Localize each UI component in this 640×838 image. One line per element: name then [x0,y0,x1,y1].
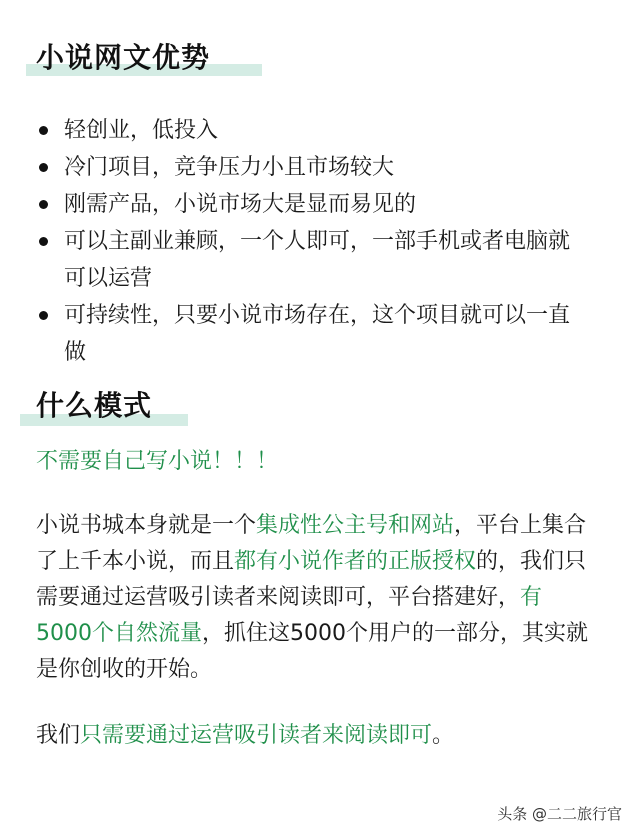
text-highlight: 有5000个自然流量 [36,585,543,646]
text-highlight: 集成性公主号和网站 [256,513,455,538]
list-item: 可持续性，只要小说市场存在，这个项目就可以一直做 [36,297,584,371]
text-segment: ，平台上集合了上千本小说，而且 [36,513,587,574]
text-segment: 我们 [36,723,81,748]
watermark: 头条 @二二旅行官 [497,805,622,823]
text-segment: ，抓住这5000个用户的一部分，其实就是你创收的开始。 [36,621,588,682]
advantages-list [36,112,616,371]
highlight-statement: 不需要自己写小说！！！ [36,449,279,474]
list-item: 冷门项目，竞争压力小且市场较大 [36,149,616,186]
text-segment: 。 [432,723,455,748]
text-highlight: 只需要通过运营吸引读者来阅读即可 [80,723,433,748]
bullet-icon [39,126,48,135]
list-item: 可以主副业兼顾，一个人即可，一部手机或者电脑就可以运营 [36,223,584,297]
text-highlight: 都有小说作者的正版授权 [234,549,477,574]
bullet-icon [39,163,48,172]
bullet-icon [39,311,48,320]
mode-description [36,508,596,688]
list-item: 刚需产品，小说市场大是显而易见的 [36,186,616,223]
bullet-icon [39,237,48,246]
text-segment: 的，我们只需要通过运营吸引读者来阅读即可，平台搭建好， [36,549,587,610]
bullet-icon [39,200,48,209]
mode-summary [36,718,616,754]
list-item: 轻创业，低投入 [36,112,616,149]
section-title-advantages: 小说网文优势 [36,41,211,74]
section-title-mode: 什么模式 [36,389,153,422]
text-segment: 小说书城本身就是一个 [36,513,257,538]
